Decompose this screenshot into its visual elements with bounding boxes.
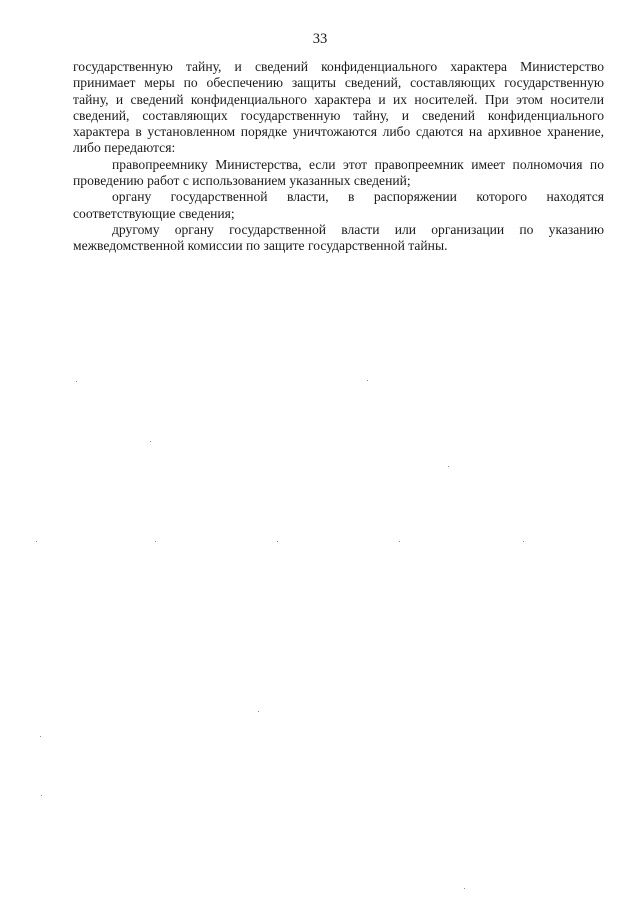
scan-speck (155, 541, 156, 542)
scan-speck (464, 888, 465, 889)
page-number: 33 (312, 31, 328, 47)
paragraph-successor: правопреемнику Министерства, если этот правопреемник имеет полномочия по проведению работ с использованием указанных сведений; (73, 156, 604, 189)
scan-speck (399, 541, 400, 542)
scan-speck (448, 466, 449, 467)
paragraph-continuation: государственную тайну, и сведений конфиденциального характера Министерство принимает меры по обеспечению защиты сведений, составляющих государственную тайну, и сведений конфиденциального характера и их носителей. При этом носители сведений, составляющих государственную тайну, и сведений конфиденциального характера в установленном порядке уничтожаются либо сдаются на архивное хранение, либо передаются: (73, 59, 604, 156)
scan-speck (76, 381, 77, 382)
paragraph-interagency-commission: другому органу государственной власти или организации по указанию межведомственной комиссии по защите государственной тайны. (73, 221, 604, 254)
scan-speck (40, 736, 41, 737)
scan-speck (150, 441, 151, 442)
paragraph-state-authority: органу государственной власти, в распоряжении которого находятся соответствующие сведения; (73, 189, 604, 221)
document-body (73, 59, 604, 255)
scan-speck (258, 711, 259, 712)
scan-speck (41, 795, 42, 796)
scan-speck (367, 380, 368, 381)
scan-speck (523, 541, 524, 542)
scan-speck (36, 541, 37, 542)
scan-speck (277, 541, 278, 542)
